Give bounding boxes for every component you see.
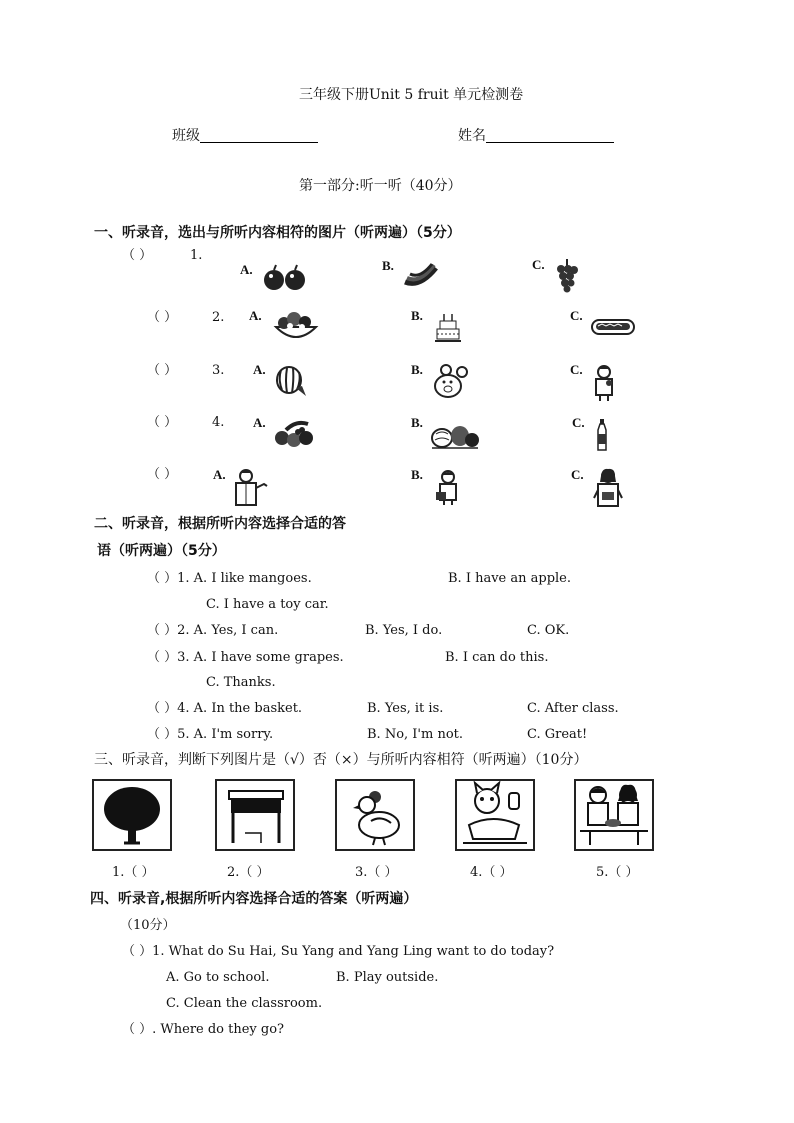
- s2-q1-a[interactable]: （ ）1. A. I like mangoes.: [147, 571, 312, 586]
- s4-q1-a[interactable]: A. Go to school.: [166, 970, 270, 985]
- man-waving-icon: [232, 468, 270, 508]
- tree-icon: [94, 781, 170, 849]
- woman-icon: [592, 468, 624, 508]
- s1-row1-paren[interactable]: （ ）: [122, 248, 153, 263]
- section1-heading: 一、听录音，选出与所听内容相符的图片（听两遍）（5分）: [94, 225, 461, 241]
- s1-row4-num: 4.: [212, 415, 225, 430]
- section2-heading-line1: 二、听录音，根据所听内容选择合适的答: [94, 516, 346, 532]
- s1-row2-num: 2.: [212, 310, 225, 325]
- s2-q1-c[interactable]: C. I have a toy car.: [206, 597, 329, 612]
- s1-row2-opt-a: A.: [249, 308, 262, 323]
- s1-row4-opt-b: B.: [411, 415, 423, 430]
- name-blank[interactable]: [486, 128, 614, 143]
- s4-q1-c[interactable]: C. Clean the classroom.: [166, 996, 323, 1011]
- s3-answer-4[interactable]: 4.（ ）: [470, 865, 513, 880]
- class-label: 班级: [172, 128, 318, 143]
- s1-row2-opt-c: C.: [570, 308, 583, 323]
- page-title: 三年级下册Unit 5 fruit 单元检测卷: [299, 87, 524, 103]
- class-blank[interactable]: [200, 128, 318, 143]
- s2-q2-c[interactable]: C. OK.: [527, 623, 570, 638]
- section4-heading: 四、听录音,根据所听内容选择合适的答案（听两遍）: [90, 891, 418, 907]
- section4-points: （10分）: [120, 918, 176, 933]
- s1-row5-opt-a: A.: [213, 467, 226, 482]
- fruit-pile-icon: [272, 418, 318, 450]
- s1-row1-opt-b: B.: [382, 258, 394, 273]
- desk-picture: [215, 779, 295, 851]
- s2-q3-a[interactable]: （ ）3. A. I have some grapes.: [147, 650, 344, 665]
- s1-row4-opt-a: A.: [253, 415, 266, 430]
- s1-row1-opt-c: C.: [532, 257, 545, 272]
- s1-row3-opt-c: C.: [570, 362, 583, 377]
- cake-icon: [434, 312, 462, 344]
- s1-row3-opt-b: B.: [411, 362, 423, 377]
- bottle-icon: [595, 418, 609, 452]
- vegetables-icon: [430, 418, 480, 450]
- watermelon-icon: [272, 364, 310, 400]
- desk-icon: [217, 781, 293, 849]
- part-title: 第一部分:听一听（40分）: [299, 178, 462, 194]
- s1-row3-opt-a: A.: [253, 362, 266, 377]
- s4-q1[interactable]: （ ）1. What do Su Hai, Su Yang and Yang Ling want to do today?: [122, 944, 555, 959]
- boy-eating-icon: [592, 364, 616, 402]
- section3-heading: 三、听录音，判断下列图片是（√）否（×）与所听内容相符（听两遍）（10分）: [94, 752, 588, 768]
- s1-row5-paren[interactable]: （ ）: [147, 467, 178, 482]
- duck-icon: [337, 781, 413, 849]
- s1-row2-paren[interactable]: （ ）: [147, 310, 178, 325]
- s1-row4-paren[interactable]: （ ）: [147, 415, 178, 430]
- s1-row3-num: 3.: [212, 363, 225, 378]
- grapes-icon: [555, 258, 579, 294]
- child-holding-icon: [434, 470, 462, 506]
- s4-q1-b[interactable]: B. Play outside.: [336, 970, 439, 985]
- s1-row3-paren[interactable]: （ ）: [147, 363, 178, 378]
- s1-row1-num: 1.: [190, 248, 203, 263]
- cat-icon: [457, 781, 533, 849]
- hotdog-icon: [590, 314, 636, 340]
- s2-q4-c[interactable]: C. After class.: [527, 701, 619, 716]
- s3-answer-3[interactable]: 3.（ ）: [355, 865, 398, 880]
- s2-q3-c[interactable]: C. Thanks.: [206, 675, 276, 690]
- s3-answer-2[interactable]: 2.（ ）: [227, 865, 270, 880]
- s2-q5-a[interactable]: （ ）5. A. I'm sorry.: [147, 727, 274, 742]
- s2-q1-b[interactable]: B. I have an apple.: [448, 571, 572, 586]
- s2-q2-b[interactable]: B. Yes, I do.: [365, 623, 443, 638]
- s4-q2[interactable]: （ ）. Where do they go?: [122, 1022, 285, 1037]
- bananas-icon: [402, 262, 440, 288]
- s2-q4-b[interactable]: B. Yes, it is.: [367, 701, 444, 716]
- name-label: 姓名: [458, 128, 614, 143]
- s2-q5-b[interactable]: B. No, I'm not.: [367, 727, 464, 742]
- s1-row2-opt-b: B.: [411, 308, 423, 323]
- s2-q2-a[interactable]: （ ）2. A. Yes, I can.: [147, 623, 279, 638]
- apples-icon: [262, 264, 308, 292]
- s1-row5-opt-c: C.: [571, 467, 584, 482]
- cat-picture: [455, 779, 535, 851]
- s2-q4-a[interactable]: （ ）4. A. In the basket.: [147, 701, 303, 716]
- salad-icon: [272, 309, 320, 343]
- s1-row1-opt-a: A.: [240, 262, 253, 277]
- s1-row5-opt-b: B.: [411, 467, 423, 482]
- s2-q5-c[interactable]: C. Great!: [527, 727, 588, 742]
- pig-icon: [432, 362, 472, 400]
- section2-heading-line2: 语（听两遍）（5分）: [97, 543, 226, 559]
- children-icon: [576, 781, 652, 849]
- s2-q3-b[interactable]: B. I can do this.: [445, 650, 549, 665]
- duck-picture: [335, 779, 415, 851]
- children-picture: [574, 779, 654, 851]
- s3-answer-1[interactable]: 1.（ ）: [112, 865, 155, 880]
- tree-picture: [92, 779, 172, 851]
- s3-answer-5[interactable]: 5.（ ）: [596, 865, 639, 880]
- s1-row4-opt-c: C.: [572, 415, 585, 430]
